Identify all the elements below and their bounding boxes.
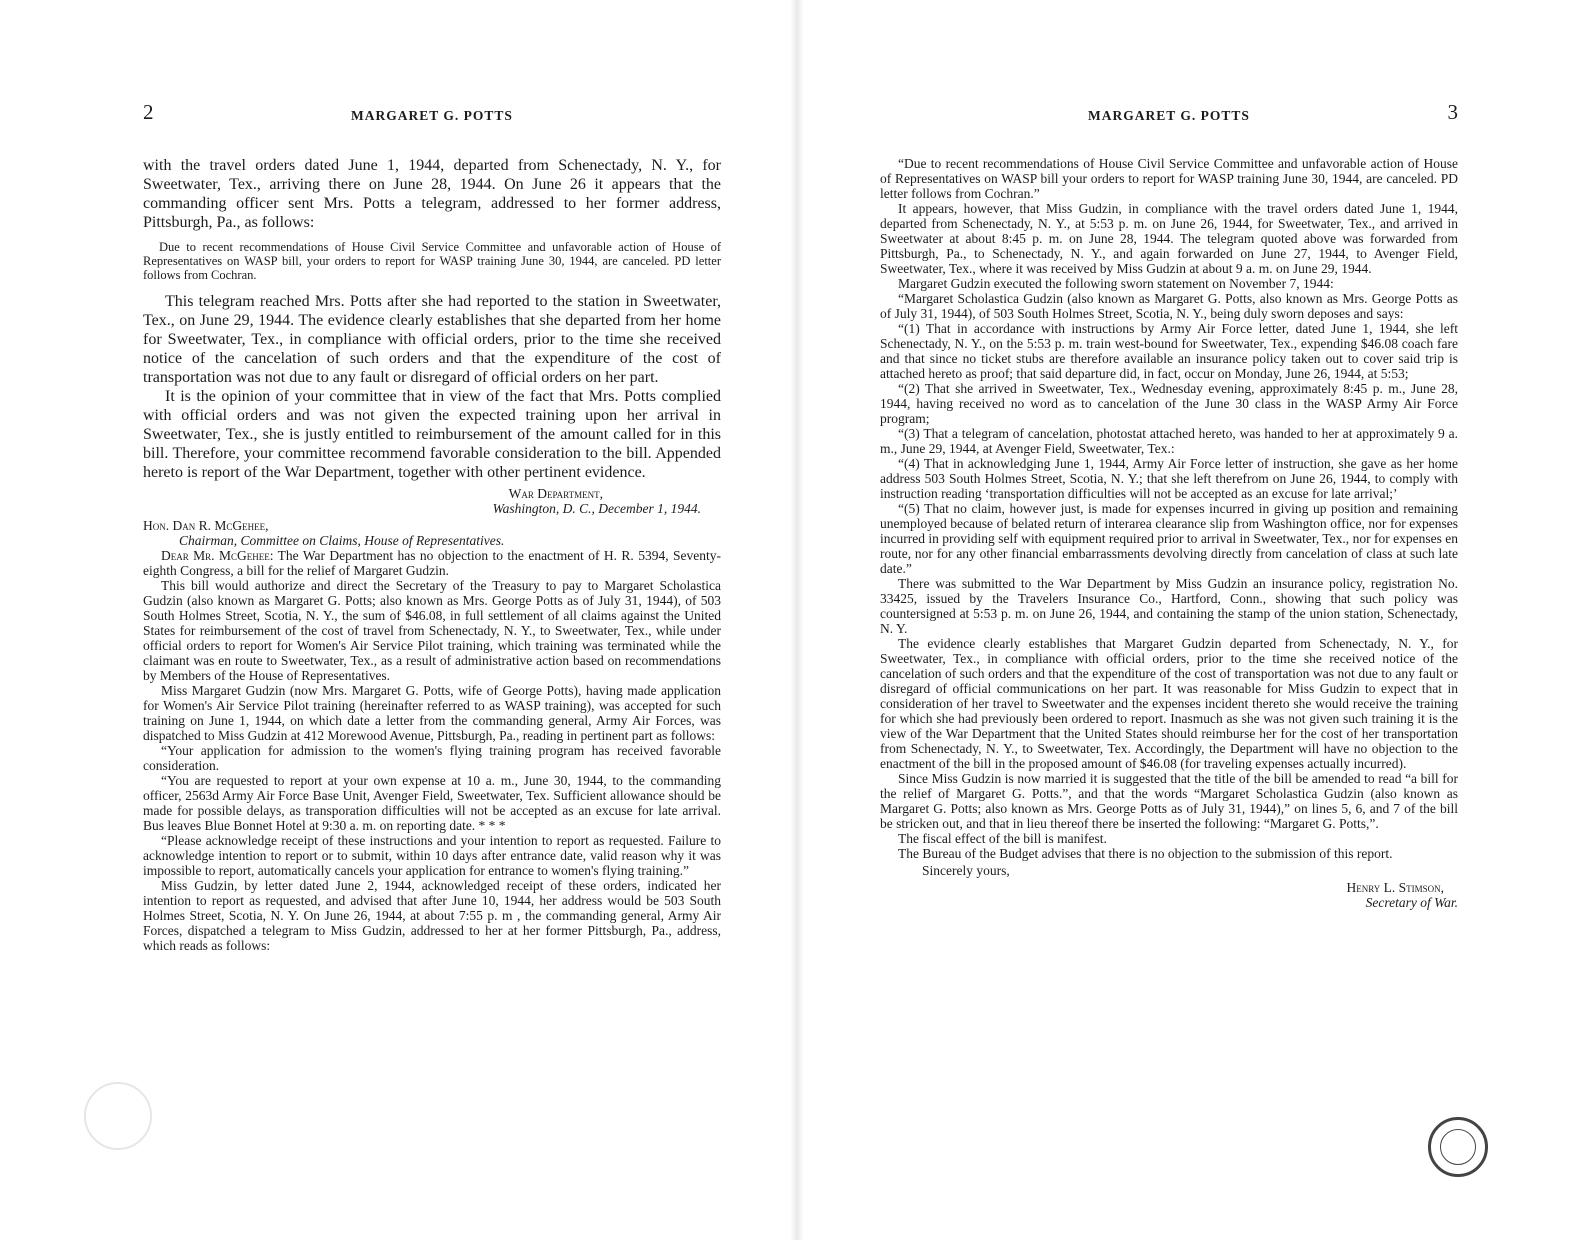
letter-paragraph: The Bureau of the Budget advises that there is no objection to the submission of this report. <box>898 846 1393 861</box>
letter-paragraph: There was submitted to the War Department by Miss Gudzin an insurance policy, registration No. 33425, issued by the Travelers Insurance Co., Hartford, Conn., showing that such policy was countersigned at 5:53 p. m. on June 26, 1944, and containing the stamp of the union station, Schenectady, N. Y. <box>880 576 1458 636</box>
letter-paragraph: Miss Gudzin, by letter dated June 2, 1944, acknowledged receipt of these orders, indicated her intention to report as requested, and advised that after June 10, 1944, her address would be 503 South Holmes Street, Scotia, N. Y. On June 26, 1944, at about 7:55 p. m , the commanding general, Army Air Forces, dispatched a telegram to Miss Gudzin, addressed to her at her former Pittsburgh, Pa., address, which reads as follows: <box>143 878 721 953</box>
letter-body <box>143 548 721 953</box>
letter-body-continued <box>880 156 1458 861</box>
letter-paragraph: “(4) That in acknowledging June 1, 1944, Army Air Force letter of instruction, she gave as her home address 503 South Holmes Street, Scotia, N. Y.; that she left therefrom on June 26, 1944, to comply with instruction reading ‘transportation difficulties will not be accepted as an excuse for late arrival;’ <box>880 456 1458 501</box>
running-head <box>880 100 1458 134</box>
letter-paragraph: The fiscal effect of the bill is manifest. <box>898 831 1107 846</box>
report-body <box>143 156 721 482</box>
letter-paragraph: It appears, however, that Miss Gudzin, in compliance with the travel orders dated June 1, 1944, departed from Schenectady, N. Y., at 5:53 p. m. on June 26, 1944, for Sweetwater, Tex., and arrived in Sweetwater at about 8:45 p. m. on June 28, 1944. The telegram quoted above was forwarded from Pittsburgh, Pa., to Schenectady, N. Y., and again forwarded on June 27, 1944, to Avenger Field, Sweetwater, Tex., where it was received by Miss Gudzin at about 9 a. m. on June 29, 1944. <box>880 201 1458 276</box>
left-page <box>143 100 721 953</box>
letter-paragraph: “Please acknowledge receipt of these instructions and your intention to report as requested. Failure to acknowledge intention to report or to submit, within 10 days after entrance date, valid reason why it was impossible to report, automatically cancels your application for entrance to women's flying training.” <box>143 833 721 878</box>
faint-stamp-icon <box>84 1082 152 1150</box>
letter-paragraph: “Due to recent recommendations of House Civil Service Committee and unfavorable action of House of Representatives on WASP bill your orders to report for WASP training June 30, 1944, are canceled. PD letter follows from Cochran.” <box>880 156 1458 201</box>
letter-paragraph: “(2) That she arrived in Sweetwater, Tex., Wednesday evening, approximately 8:45 p. m., June 28, 1944, having received no word as to cancelation of the June 30 class in the WASP Army Air Force program; <box>880 381 1458 426</box>
archive-seal-inner-ring <box>1440 1129 1476 1165</box>
letter-paragraph: Miss Margaret Gudzin (now Mrs. Margaret G. Potts, wife of George Potts), having made application for Women's Air Service Pilot training (hereinafter referred to as WASP training), was accepted for such training on June 1, 1944, on which date a letter from the commanding general, Army Air Forces, was dispatched to Miss Gudzin at 412 Morewood Avenue, Pittsburgh, Pa., reading in pertinent part as follows: <box>143 683 721 743</box>
paragraph: It is the opinion of your committee that in view of the fact that Mrs. Potts complied with official orders and was not given the expected training upon her arrival in Sweetwater, Tex., she is justly entitled to reimbursement of the amount called for in this bill. Therefore, your committee recommend favorable consideration to the bill. Appended hereto is report of the War Department, together with other pertinent evidence. <box>143 388 721 481</box>
letterhead-department: War Department, <box>508 486 603 501</box>
letter-paragraph: The evidence clearly establishes that Margaret Gudzin departed from Schenectady, N. Y., for Sweetwater, Tex., in compliance with official orders, prior to the time she received notice of the cancelation of such orders and that the expenditure of the cost of transportation was not due to any fault or disregard of official communications on her part. It was reasonable for Miss Gudzin to expect that in consideration of her travel to Sweetwater and the expenses incident thereto she would receive the training for which she had previously been ordered to report. Inasmuch as she was not given such training it is the view of the War Department that the United States should reimburse her for the cost of her transportation from Schenectady, N. Y., to Sweetwater, Tex. Accordingly, the Department will have no objection to the enactment of the bill in the proposed amount of $46.08 (for traveling expenses actually incurred). <box>880 636 1458 771</box>
archive-seal-icon <box>1428 1117 1488 1177</box>
letter-paragraph: Since Miss Gudzin is now married it is suggested that the title of the bill be amended to read “a bill for the relief of Margaret G. Potts.”, and that the words “Margaret Scholastica Gudzin (also known as Margaret G. Potts; also known as Mrs. George Potts as of July 31, 1944),” on lines 5, 6, and 7 of the bill be stricken out, and that in lieu thereof there be inserted the following: “Margaret G. Potts,”. <box>880 771 1458 831</box>
addressee-title: Chairman, Committee on Claims, House of Representatives. <box>179 533 505 548</box>
telegram-quote: Due to recent recommendations of House Civil Service Committee and unfavorable action of House of Representatives on WASP bill, your orders to report for WASP training June 30, 1944, are canceled. PD letter follows from Cochran. <box>143 240 721 282</box>
addressee-name: Hon. Dan R. McGehee, <box>143 518 269 533</box>
running-head <box>143 100 721 134</box>
letterhead <box>143 486 721 516</box>
letter-paragraph: “(3) That a telegram of cancelation, photostat attached hereto, was handed to her at approximately 9 a. m., June 29, 1944, at Avenger Field, Sweetwater, Tex.: <box>880 426 1458 456</box>
letter-paragraph: Margaret Gudzin executed the following sworn statement on November 7, 1944: <box>898 276 1334 291</box>
letter-paragraph: “(5) That no claim, however just, is made for expenses incurred in giving up position and remaining unemployed because of belated return of interarea clearance slip from Washington office, nor for expenses incurred in providing self with equipment required prior to arrival in Sweetwater, Tex., nor for expenses en route, nor for any other financial embarrassments devolving directly from cancelation of class at such late date.” <box>880 501 1458 576</box>
signer-name: Henry L. Stimson, <box>1346 880 1444 895</box>
paragraph: with the travel orders dated June 1, 1944, departed from Schenectady, N. Y., for Sweetwater, Tex., arriving there on June 28, 1944. On June 26 it appears that the commanding officer sent Mrs. Potts a telegram, addressed to her former address, Pittsburgh, Pa., as follows: <box>143 157 721 231</box>
letter-paragraph <box>143 548 721 578</box>
salutation: Dear Mr. McGehee: <box>161 548 274 563</box>
paragraph: This telegram reached Mrs. Potts after she had reported to the station in Sweetwater, Tex., on June 29, 1944. The evidence clearly establishes that she departed from her home for Sweetwater, Tex., in compliance with official orders, prior to the time she received notice of the cancelation of such orders and that the expenditure of the cost of transportation was not due to any fault or disregard of official orders on her part. <box>143 293 721 386</box>
letter-paragraph: This bill would authorize and direct the Secretary of the Treasury to pay to Margaret Scholastica Gudzin (also known as Margaret G. Potts; also known as Mrs. George Potts as of July 31, 1944), of 503 South Holmes Street, Scotia, N. Y., the sum of $46.08, in full settlement of all claims against the United States for reimbursement of the cost of travel from Schenectady, N. Y., to Sweetwater, Tex., while under official orders to report for Women's Air Service Pilot training, which training was terminated while the claimant was en route to Sweetwater, Tex., as a result of administrative action based on recommendations by Members of the House of Representatives. <box>143 578 721 683</box>
page-number: 3 <box>1447 100 1458 124</box>
running-title: MARGARET G. POTTS <box>351 108 513 123</box>
running-title: MARGARET G. POTTS <box>1088 108 1250 123</box>
letter-paragraph: “(1) That in accordance with instructions by Army Air Force letter, dated June 1, 1944, she left Schenectady, N. Y., on the 5:53 p. m. train west-bound for Sweetwater, Tex., expending $46.08 coach fare and that since no ticket stubs are therefore available an insurance policy taken out to cover said trip is attached hereto as proof; that said departure did, in fact, occur on Monday, June 26, 1944, at 5:53; <box>880 321 1458 381</box>
page-gutter <box>790 0 804 1240</box>
letter-paragraph: “Your application for admission to the women's flying training program has received favorable consideration. <box>143 743 721 773</box>
letter-text: The War Department has no objection to the enactment of H. R. 5394, Seventy-eighth Congress, a bill for the relief of Margaret Gudzin. <box>143 548 721 578</box>
letter-paragraph: “Margaret Scholastica Gudzin (also known as Margaret G. Potts, also known as Mrs. George Potts as of July 31, 1944), of 503 South Holmes Street, Scotia, N. Y., being duly sworn deposes and says: <box>880 291 1458 321</box>
right-page <box>880 100 1458 910</box>
closing: Sincerely yours, <box>922 863 1010 878</box>
letter-paragraph: “You are requested to report at your own expense at 10 a. m., June 30, 1944, to the commanding officer, 2563d Army Air Force Base Unit, Avenger Field, Sweetwater, Tex. Sufficient allowance should be made for possible delays, as transporation difficulties will not be accepted as an excuse for late arrival. Bus leaves Blue Bonnet Hotel at 9:30 a. m. on reporting date. * * * <box>143 773 721 833</box>
page-number: 2 <box>143 100 154 124</box>
signer-title: Secretary of War. <box>1365 895 1458 910</box>
letterhead-dateline: Washington, D. C., December 1, 1944. <box>492 501 701 516</box>
